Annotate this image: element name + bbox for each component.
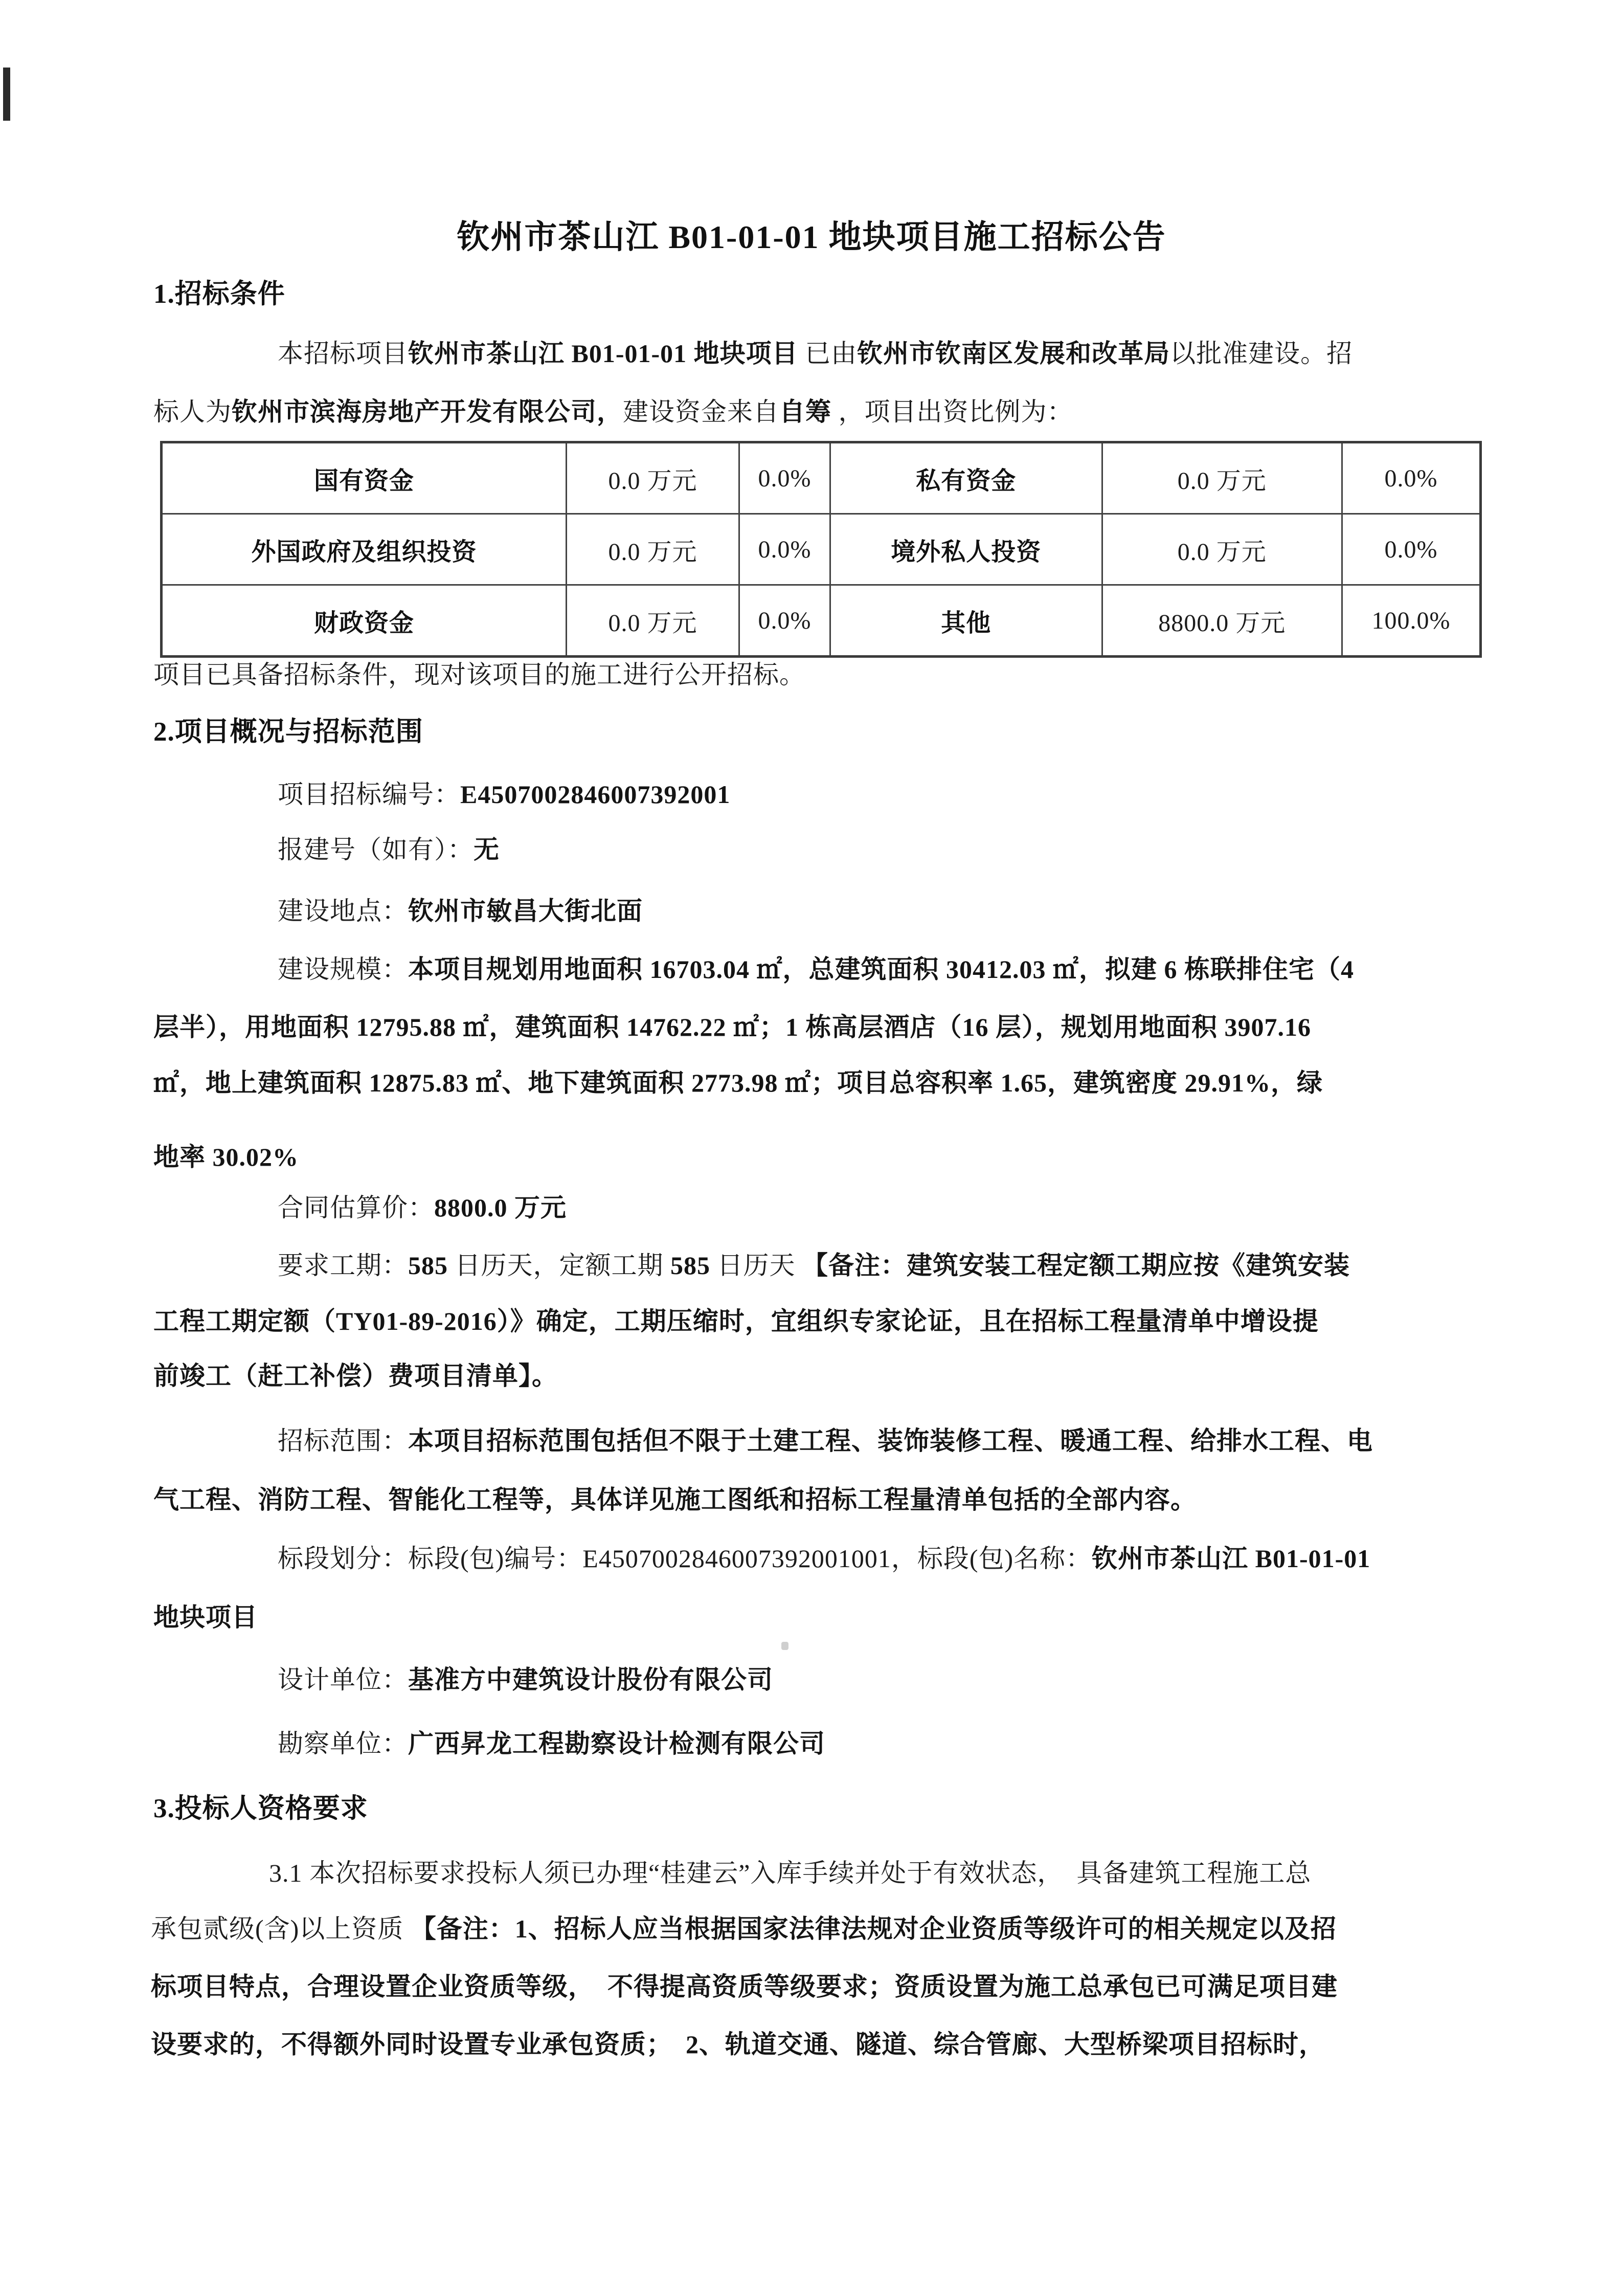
filing-number-value: 无 — [474, 835, 500, 864]
table-cell: 0.0 万元 — [1102, 514, 1342, 585]
section-package-name-text: 钦州市茶山江 B01-01-01 — [1092, 1544, 1371, 1573]
qualification-line-3: 标项目特点，合理设置企业资质等级， 不得提高资质等级要求；资质设置为施工总承包已可满足项目建 — [151, 1972, 1338, 2001]
document-title: 钦州市茶山江 B01-01-01 地块项目施工招标公告 — [457, 219, 1166, 255]
text-segment: 承包贰级(含)以上资质 — [151, 1914, 411, 1943]
construction-scale-line-2: 层半），用地面积 12795.88 ㎡，建筑面积 14762.22 ㎡；1 栋高层酒店（16 层），规划用地面积 3907.16 — [153, 1013, 1311, 1041]
field-label: 报建号（如有）： — [278, 835, 474, 864]
bidding-scope-line-1 — [278, 1425, 1373, 1457]
construction-location-line — [278, 895, 643, 927]
scan-artifact-mark — [3, 68, 10, 121]
qualification-line-1: 3.1 本次招标要求投标人须已办理“桂建云”入库手续并处于有效状态， 具备建筑工程施工总 — [269, 1859, 1312, 1887]
bidding-conditions-closing: 项目已具备招标条件，现对该项目的施工进行公开招标。 — [153, 660, 805, 689]
text-segment: 日历天 — [710, 1251, 802, 1280]
table-row — [162, 514, 1481, 585]
approval-authority-text: 钦州市钦南区发展和改革局 — [857, 339, 1170, 368]
survey-unit-value: 广西昇龙工程勘察设计检测有限公司 — [408, 1729, 825, 1758]
table-cell: 财政资金 — [162, 585, 567, 657]
field-label: 要求工期： — [278, 1251, 408, 1280]
project-name-text: 钦州市茶山江 B01-01-01 地块项目 — [408, 339, 798, 368]
table-row — [162, 442, 1481, 514]
construction-scale-line-4: 地率 30.02% — [153, 1143, 299, 1171]
section-division-text: 标段划分：标段(包)编号：E4507002846007392001001，标段(包)名称： — [278, 1544, 1092, 1573]
tenderee-name-text: 钦州市滨海房地产开发有限公司， — [232, 397, 623, 426]
field-label: 建设规模： — [278, 955, 408, 984]
text-segment: 建设资金来自 — [623, 397, 779, 426]
table-cell: 8800.0 万元 — [1102, 585, 1342, 657]
section-division-line-2: 地块项目 — [153, 1603, 258, 1632]
table-cell: 0.0 万元 — [567, 514, 739, 585]
field-label: 建设地点： — [278, 897, 408, 925]
table-cell: 0.0 万元 — [1102, 442, 1342, 514]
qualification-remark-text: 【备注：1、招标人应当根据国家法律法规对企业资质等级许可的相关规定以及招 — [410, 1914, 1337, 1943]
field-label: 招标范围： — [278, 1426, 408, 1455]
field-label: 勘察单位： — [278, 1729, 408, 1758]
table-row — [162, 585, 1481, 657]
scope-value-text: 本项目招标范围包括但不限于土建工程、装饰装修工程、暖通工程、给排水工程、电 — [408, 1426, 1373, 1455]
contract-estimate-line — [278, 1192, 567, 1224]
duration-remark-text: 【备注：建筑安装工程定额工期应按《建筑安装 — [802, 1251, 1350, 1280]
text-segment: 标人为 — [153, 397, 232, 426]
table-cell: 外国政府及组织投资 — [162, 514, 567, 585]
table-cell: 0.0% — [739, 514, 830, 585]
table-cell: 100.0% — [1342, 585, 1481, 657]
table-cell: 私有资金 — [830, 442, 1102, 514]
field-label: 项目招标编号： — [278, 780, 460, 809]
qualification-line-4: 设要求的，不得额外同时设置专业承包资质； 2、轨道交通、隧道、综合管廊、大型桥梁项目招标时， — [151, 2030, 1325, 2059]
quota-duration-days-value: 585 — [670, 1251, 710, 1280]
funding-ratio-table — [160, 441, 1482, 658]
construction-scale-line-3: ㎡，地上建筑面积 12875.83 ㎡、地下建筑面积 2773.98 ㎡；项目总容积率 1.65，建筑密度 29.91%，绿 — [153, 1068, 1323, 1097]
text-segment: 以批准建设。招 — [1170, 339, 1353, 368]
duration-line-1 — [278, 1250, 1350, 1282]
text-segment: 日历天，定额工期 — [448, 1251, 670, 1280]
survey-unit-line — [278, 1728, 825, 1760]
bidding-conditions-line-1 — [278, 338, 1352, 370]
table-cell: 其他 — [830, 585, 1102, 657]
table-cell: 0.0% — [1342, 442, 1481, 514]
duration-line-2: 工程工期定额（TY01-89-2016）》确定，工期压缩时，宜组织专家论证，且在招标工程量清单中增设提 — [153, 1307, 1319, 1335]
table-cell: 国有资金 — [162, 442, 567, 514]
table-cell: 境外私人投资 — [830, 514, 1102, 585]
section-3-heading: 3.投标人资格要求 — [153, 1794, 368, 1823]
field-label: 合同估算价： — [278, 1193, 434, 1222]
duration-line-3: 前竣工（赶工补偿）费项目清单】。 — [153, 1362, 558, 1390]
filing-number-line — [278, 834, 500, 866]
text-segment: ，项目出资比例为： — [831, 397, 1073, 426]
section-2-heading: 2.项目概况与招标范围 — [153, 717, 423, 747]
bid-number-value: E4507002846007392001 — [460, 780, 731, 809]
table-cell: 0.0% — [739, 585, 830, 657]
table-cell: 0.0 万元 — [567, 585, 739, 657]
design-unit-line — [278, 1664, 773, 1696]
location-value: 钦州市敏昌大街北面 — [408, 897, 643, 925]
scale-value-text: 本项目规划用地面积 16703.04 ㎡，总建筑面积 30412.03 ㎡，拟建 6 栋联排住宅（4 — [408, 955, 1354, 984]
text-segment: 已由 — [798, 339, 858, 368]
construction-scale-line-1 — [278, 953, 1354, 986]
field-label: 设计单位： — [278, 1665, 408, 1694]
funding-source-text: 自筹 — [779, 397, 831, 426]
contract-estimate-value: 8800.0 万元 — [434, 1193, 567, 1222]
qualification-line-2 — [151, 1913, 1337, 1945]
bid-number-line — [278, 778, 730, 811]
table-cell: 0.0% — [1342, 514, 1481, 585]
text-segment: 本招标项目 — [278, 339, 408, 368]
section-1-heading: 1.招标条件 — [153, 279, 285, 309]
duration-days-value: 585 — [408, 1251, 448, 1280]
scan-dot-artifact — [781, 1642, 788, 1650]
bidding-conditions-line-2 — [153, 396, 1073, 428]
section-division-line-1 — [278, 1543, 1370, 1575]
table-cell: 0.0 万元 — [567, 442, 739, 514]
design-unit-value: 基准方中建筑设计股份有限公司 — [408, 1665, 773, 1694]
table-cell: 0.0% — [739, 442, 830, 514]
bidding-scope-line-2: 气工程、消防工程、智能化工程等，具体详见施工图纸和招标工程量清单包括的全部内容。 — [153, 1485, 1197, 1514]
